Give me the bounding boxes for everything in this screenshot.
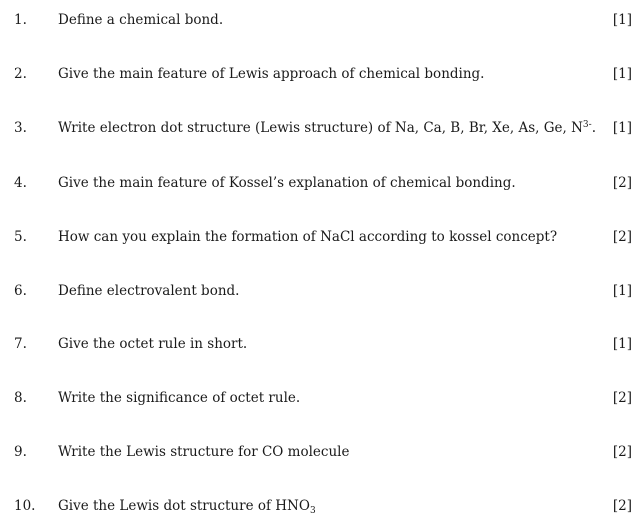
- question-row: [0, 225, 640, 249]
- question-row: [0, 440, 640, 464]
- question-number: 9.: [14, 444, 27, 460]
- question-number: 6.: [14, 283, 27, 299]
- question-text: Give the main feature of Kossel’s explanation of chemical bonding.: [58, 175, 516, 191]
- question-number: 5.: [14, 229, 27, 245]
- question-row: [0, 171, 640, 195]
- question-number: 10.: [14, 498, 36, 514]
- question-marks: [1]: [612, 283, 632, 299]
- question-marks: [2]: [612, 390, 632, 406]
- formula-subscript: 3: [309, 506, 316, 516]
- question-text: Write the Lewis structure for CO molecule: [58, 444, 350, 460]
- question-marks: [2]: [612, 444, 632, 460]
- question-text-main: Give the Lewis dot structure of HNO: [58, 498, 310, 514]
- question-row: [0, 62, 640, 86]
- question-text: Give the octet rule in short.: [58, 336, 248, 352]
- question-row: [0, 8, 640, 32]
- question-row: [0, 386, 640, 410]
- question-marks: [2]: [612, 175, 632, 191]
- question-marks: [1]: [612, 66, 632, 82]
- question-marks: [2]: [612, 229, 632, 245]
- question-text: Write the significance of octet rule.: [58, 390, 301, 406]
- question-number: 8.: [14, 390, 27, 406]
- question-marks: [1]: [612, 12, 632, 28]
- question-text: [58, 116, 596, 140]
- question-text: Define electrovalent bond.: [58, 283, 240, 299]
- question-text: [58, 494, 316, 518]
- question-row: [0, 494, 640, 518]
- question-marks: [2]: [612, 498, 632, 514]
- question-text-main: Write electron dot structure (Lewis structure) of Na, Ca, B, Br, Xe, As, Ge, N: [58, 120, 583, 136]
- question-text: Define a chemical bond.: [58, 12, 224, 28]
- question-row: [0, 332, 640, 356]
- question-number: 4.: [14, 175, 27, 191]
- question-text: Give the main feature of Lewis approach of chemical bonding.: [58, 66, 485, 82]
- question-number: 2.: [14, 66, 27, 82]
- question-number: 3.: [14, 120, 27, 136]
- charge-superscript: 3-: [582, 120, 592, 130]
- question-text-end: .: [591, 120, 596, 136]
- question-row: [0, 116, 640, 140]
- question-text: How can you explain the formation of NaCl according to kossel concept?: [58, 229, 558, 245]
- question-row: [0, 279, 640, 303]
- question-number: 7.: [14, 336, 27, 352]
- question-marks: [1]: [612, 120, 632, 136]
- question-marks: [1]: [612, 336, 632, 352]
- question-number: 1.: [14, 12, 27, 28]
